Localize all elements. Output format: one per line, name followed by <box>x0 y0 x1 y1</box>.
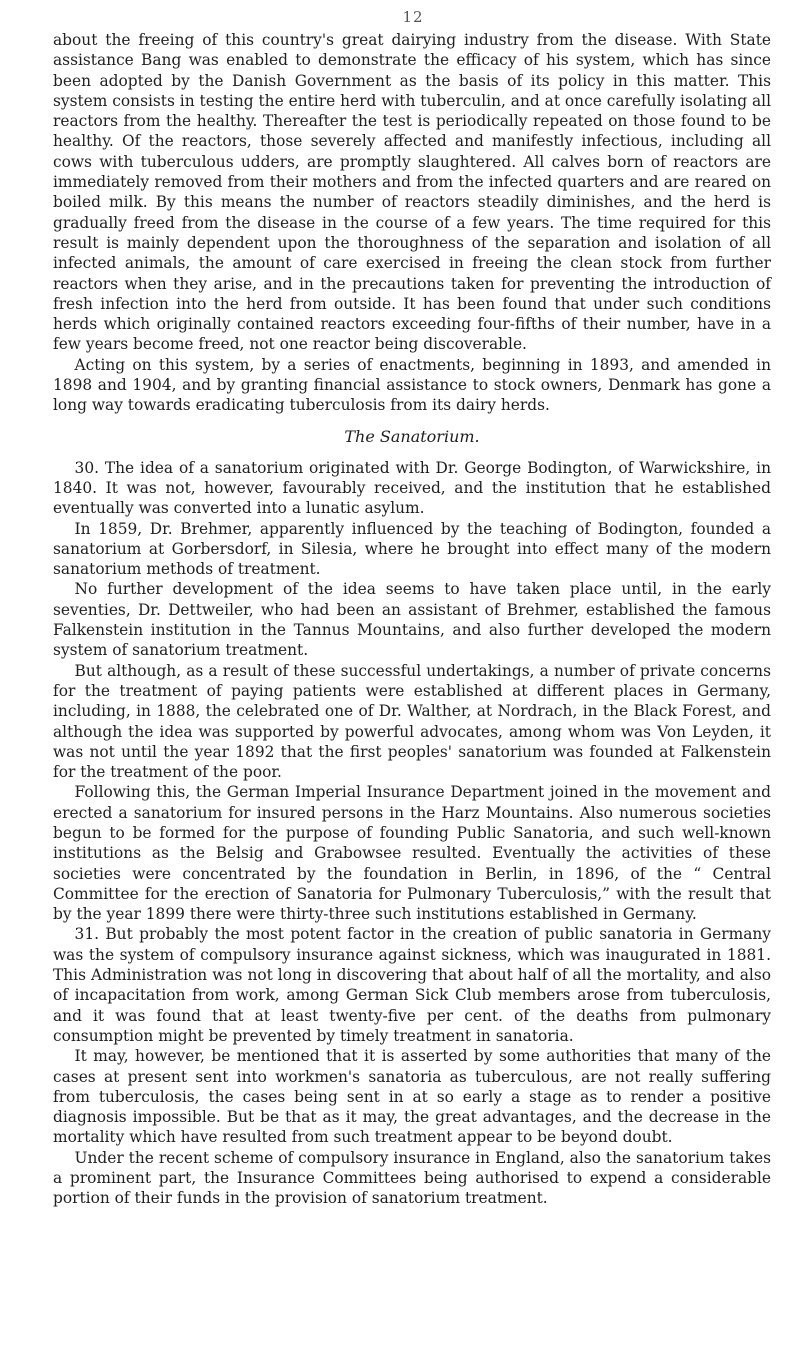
paragraph-diagnosis: It may, however, be mentioned that it is asserted by some authorities that many of the cases at present sent into workmen's sanatoria as tuberculous, are not really suffering from tuberculosis, the cases being sent in at so early a stage as to render a positive diagnosis impossible. But be that as it may, the great advantages, and the decrease in the mortality which have resulted from such treatment appear to be beyond doubt. <box>53 1047 771 1147</box>
paragraph-continuation: about the freeing of this country's great dairying industry from the disease. With State assistance Bang was enabled to demonstrate the efficacy of his system, which has since been adopted by the Danish Government as the basis of its policy in this matter. This system consists in testing the entire herd with tuberculin, and at once carefully isolating all reactors from the healthy. Thereafter the test is periodically repeated on those found to be healthy. Of the reactors, those severely affected and manifestly infectious, including all cows with tuberculous udders, are promptly slaughtered. All calves born of reactors are immediately removed from their mothers and from the infected quarters and are reared on boiled milk. By this means the number of reactors steadily diminishes, and the herd is gradually freed from the disease in the course of a few years. The time required for this result is mainly dependent upon the thoroughness of the separation and isolation of all infected animals, the amount of care exercised in freeing the clean stock from further reactors when they arise, and in the precautions taken for preventing the introduction of fresh infection into the herd from outside. It has been found that under such conditions herds which originally contained reactors exceeding four-fifths of their number, have in a few years become freed, not one reactor being discoverable. <box>53 31 771 354</box>
paragraph-denmark-enactments: Acting on this system, by a series of enactments, beginning in 1893, and amended in 1898 and 1904, and by granting financial assistance to stock owners, Denmark has gone a long way towards eradicating tuberculosis from its dairy herds. <box>53 355 771 415</box>
paragraph-private-concerns: But although, as a result of these successful undertakings, a number of private concerns for the treatment of paying patients were established at different places in Germany, including, in 1888, the celebrated one of Dr. Walther, at Nordrach, in the Black Forest, and although the idea was supported by powerful advocates, among whom was Von Leyden, it was not until the year 1892 that the first peoples' sanatorium was founded at Falkenstein for the treatment of the poor. <box>53 661 771 782</box>
paragraph-dettweiler: No further development of the idea seems to have taken place until, in the early seventies, Dr. Dettweiler, who had been an assistant of Brehmer, established the famous Falkenstein institution in the Tannus Mountains, and also further developed the modern system of sanatorium treatment. <box>53 580 771 660</box>
paragraph-imperial-insurance: Following this, the German Imperial Insurance Department joined in the movement and erected a sanatorium for insured persons in the Harz Mountains. Also numerous societies begun to be formed for the purpose of founding Public Sanatoria, and such well-known institutions as the Belsig and Grabowsee resulted. Eventually the activities of these societies were concentrated by the foundation in Berlin, in 1896, of the “ Central Committee for the erection of Sanatoria for Pulmonary Tuberculosis,” with the result that by the year 1899 there were thirty-three such institutions established in Germany. <box>53 783 771 924</box>
document-body <box>53 30 771 1209</box>
section-heading: The Sanatorium. <box>344 426 480 446</box>
paragraph-england: Under the recent scheme of compulsory insurance in England, also the sanatorium takes a prominent part, the Insurance Committees being authorised to expend a considerable portion of their funds in the provision of sanatorium treatment. <box>53 1148 771 1208</box>
paragraph-30-bodington: 30. The idea of a sanatorium originated with Dr. George Bodington, of Warwickshire, in 1840. It was not, however, favourably received, and the institution that he established eventually was converted into a lunatic asylum. <box>53 458 771 518</box>
paragraph-31-compulsory-insurance: 31. But probably the most potent factor in the creation of public sanatoria in Germany was the system of compulsory insurance against sickness, which was inaugurated in 1881. This Administration was not long in discovering that about half of all the mortality, and also of incapacitation from work, among German Sick Club members arose from tuberculosis, and it was found that at least twenty-five per cent. of the deaths from pulmonary consumption might be prevented by timely treatment in sanatoria. <box>53 925 771 1045</box>
paragraph-brehmer: In 1859, Dr. Brehmer, apparently influenced by the teaching of Bodington, founded a sanatorium at Gorbersdorf, in Silesia, where he brought into effect many of the modern sanatorium methods of treatment. <box>53 519 771 579</box>
page-number: 12 <box>402 8 424 26</box>
